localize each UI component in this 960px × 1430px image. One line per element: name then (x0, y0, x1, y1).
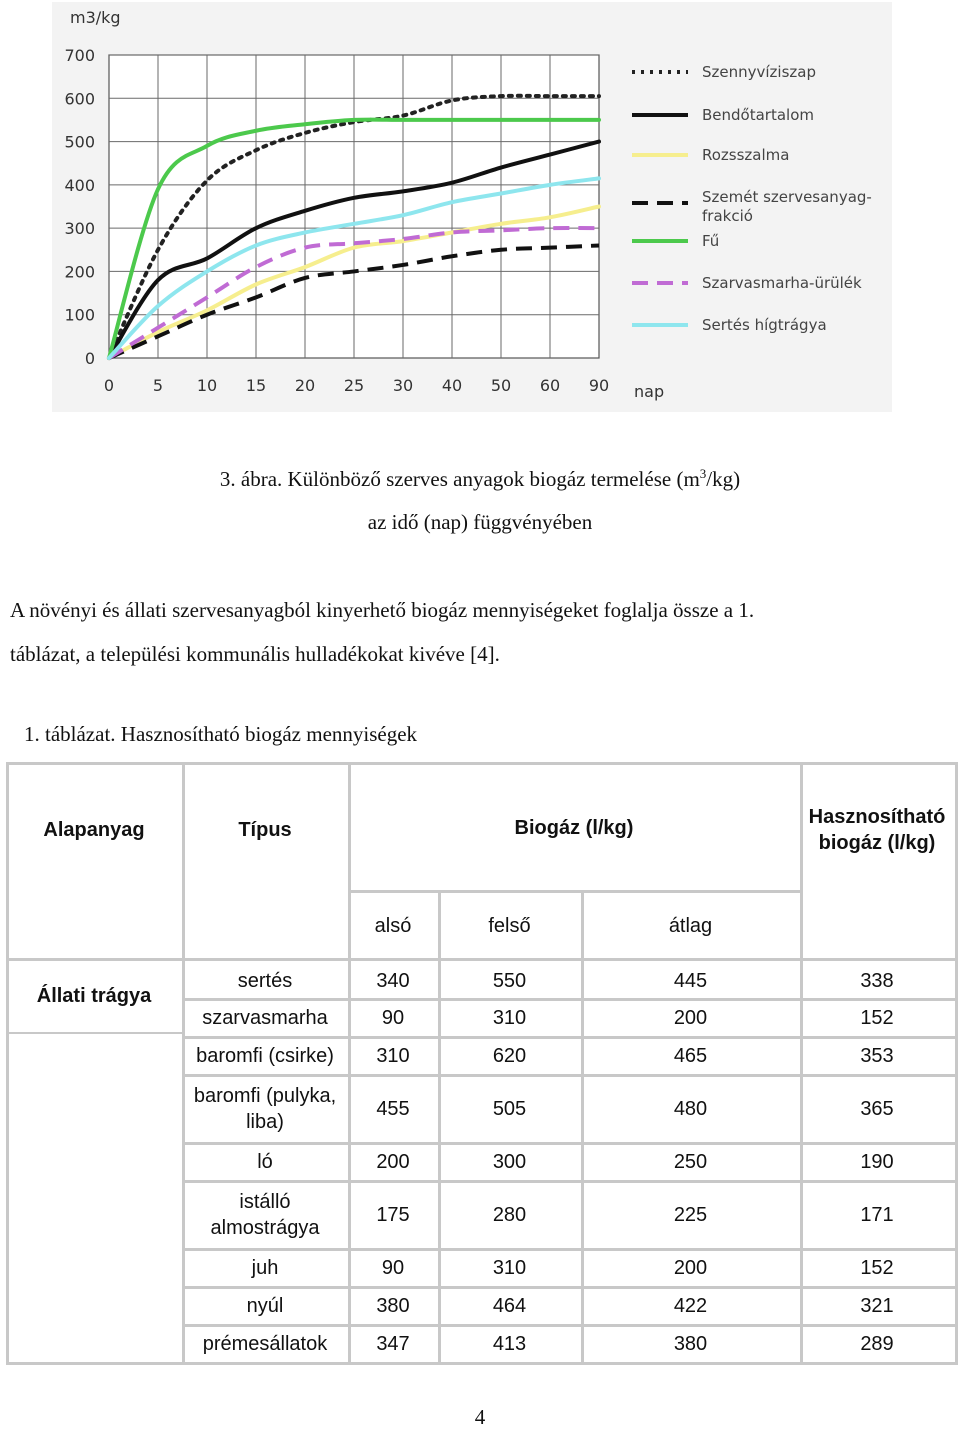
row-also: 380 (376, 1295, 410, 1317)
row-hasznosithato: 353 (860, 1045, 894, 1067)
row-felso: 464 (492, 1295, 527, 1317)
row-divider (182, 1074, 958, 1077)
x-tick-label: 90 (588, 376, 610, 395)
header-hasznosithato-line2: biogáz (l/kg) (818, 832, 936, 854)
row-hasznosithato: 321 (860, 1295, 894, 1317)
header-tipus: Típus (238, 819, 292, 841)
x-axis-label: nap (634, 382, 665, 401)
row-atlag: 480 (673, 1098, 708, 1120)
row-felso: 413 (492, 1332, 527, 1355)
row-atlag: 250 (673, 1151, 708, 1173)
row-divider (182, 1036, 958, 1039)
y-tick-label: 400 (64, 175, 95, 195)
header-alapanyag: Alapanyag (43, 819, 145, 841)
figure-caption-line2: az idő (nap) függvényében (367, 510, 593, 534)
row-tipus-line1: istálló (239, 1191, 291, 1213)
row-also: 90 (381, 1257, 405, 1279)
row-also: 310 (376, 1045, 410, 1067)
header-atlag: átlag (668, 915, 713, 937)
group-allati-tragya: Állati trágya (36, 985, 152, 1007)
row-also: 200 (376, 1151, 410, 1173)
col-divider (800, 762, 803, 1365)
row-tipus-line1: baromfi (csirke) (196, 1045, 334, 1067)
row-felso: 550 (492, 969, 527, 992)
row-tipus (182, 1181, 348, 1249)
row-tipus-line1: baromfi (pulyka, (193, 1085, 337, 1107)
col-divider (182, 762, 185, 1365)
legend-label-4: Fű (702, 232, 720, 250)
header-biogaz: Biogáz (l/kg) (514, 817, 634, 839)
row-also: 175 (376, 1204, 410, 1226)
row-divider (182, 998, 958, 1001)
row-felso: 300 (492, 1151, 527, 1173)
page-number: 4 (474, 1405, 486, 1429)
row-tipus-line1: ló (257, 1151, 273, 1173)
group-underline (6, 1032, 182, 1034)
figure-caption-line1: 3. ábra. Különböző szerves anyagok biogáz termelése $(m^3/kg)$ (219, 466, 741, 491)
row-hasznosithato: 289 (860, 1332, 894, 1355)
legend-label-0: Szennyvíziszap (702, 63, 817, 81)
row-tipus (182, 1037, 348, 1075)
header-split-line (348, 890, 800, 893)
table-caption: 1. táblázat. Hasznosítható biogáz mennyiségek (24, 722, 418, 746)
x-tick-label: 30 (392, 376, 414, 395)
x-tick-label: 25 (343, 376, 365, 395)
header-hasznosithato-line1: Hasznosítható (808, 806, 946, 828)
row-tipus (182, 1143, 348, 1181)
row-also: 455 (376, 1098, 410, 1120)
row-tipus (182, 1287, 348, 1325)
y-tick-label: 0 (84, 349, 95, 368)
legend-label-2: Rozsszalma (702, 146, 790, 164)
row-tipus-line1: sertés (237, 969, 293, 992)
header-bottom-line (6, 958, 958, 961)
header-felso: felső (488, 915, 531, 937)
row-divider (182, 1324, 958, 1327)
header-also: alsó (374, 915, 412, 937)
row-felso: 310 (492, 1257, 527, 1279)
col-divider (348, 762, 351, 1365)
row-tipus-line2: almostrágya (210, 1217, 320, 1239)
row-felso: 280 (492, 1204, 527, 1226)
row-tipus-line1: nyúl (246, 1295, 284, 1317)
paragraph-line2: táblázat, a települési kommunális hulladékokat kivéve [4]. (10, 642, 500, 666)
y-tick-label: 200 (64, 262, 95, 282)
paragraph-line1: A növényi és állati szervesanyagból kinyerhető biogáz mennyiségeket foglalja össze a 1. (10, 598, 755, 622)
legend-label-3-b: frakció (702, 207, 753, 225)
row-atlag: 465 (673, 1045, 708, 1067)
row-hasznosithato: 365 (860, 1098, 894, 1120)
x-tick-label: 0 (103, 376, 115, 395)
table-top-border (6, 762, 958, 765)
table-left-border (6, 762, 9, 1365)
row-also: 340 (376, 969, 410, 992)
row-tipus (182, 999, 348, 1037)
y-tick-label: 300 (64, 219, 95, 239)
col-divider (438, 890, 441, 1365)
row-atlag: 380 (673, 1332, 708, 1355)
header-hasznosithato (800, 765, 954, 895)
y-tick-label: 500 (64, 132, 95, 152)
table-right-border (955, 762, 958, 1365)
row-atlag: 445 (673, 969, 708, 992)
row-tipus-line1: juh (251, 1257, 279, 1279)
legend-label-1: Bendőtartalom (702, 106, 814, 124)
x-tick-label: 40 (441, 376, 463, 395)
row-divider (182, 1248, 958, 1251)
row-divider (182, 1180, 958, 1183)
row-felso: 310 (492, 1007, 527, 1029)
row-tipus-line2: liba) (246, 1111, 284, 1133)
row-divider (182, 1142, 958, 1145)
x-tick-label: 20 (294, 376, 316, 395)
x-tick-label: 5 (152, 376, 164, 395)
row-tipus (182, 962, 348, 999)
row-felso: 505 (492, 1098, 527, 1120)
y-tick-label: 600 (64, 89, 95, 109)
x-tick-label: 10 (196, 376, 218, 395)
row-also: 90 (381, 1007, 405, 1029)
col-divider (581, 890, 584, 1365)
row-atlag: 200 (673, 1007, 708, 1029)
row-atlag: 422 (673, 1295, 708, 1317)
legend-label-6: Sertés hígtrágya (702, 316, 827, 334)
row-tipus (182, 1325, 348, 1362)
row-also: 347 (376, 1332, 410, 1355)
row-hasznosithato: 190 (860, 1151, 894, 1173)
row-hasznosithato: 152 (860, 1007, 894, 1029)
x-tick-label: 15 (245, 376, 267, 395)
y-tick-label: 700 (64, 46, 95, 65)
legend-label-3: Szemét szervesanyag- (702, 188, 872, 206)
row-tipus (182, 1249, 348, 1287)
legend-label-5: Szarvasmarha-ürülék (702, 274, 862, 292)
row-tipus-line1: prémesállatok (202, 1332, 328, 1355)
row-felso: 620 (492, 1045, 527, 1067)
row-tipus (182, 1075, 348, 1143)
table-bottom-border (6, 1362, 958, 1365)
row-hasznosithato: 152 (860, 1257, 894, 1279)
row-hasznosithato: 171 (860, 1204, 894, 1226)
row-atlag: 225 (673, 1204, 708, 1226)
row-hasznosithato: 338 (860, 969, 894, 992)
y-axis-label: m3/kg (70, 8, 121, 27)
row-tipus-line1: szarvasmarha (202, 1007, 328, 1029)
x-tick-label: 50 (490, 376, 512, 395)
x-tick-label: 60 (539, 376, 561, 395)
row-atlag: 200 (673, 1257, 708, 1279)
y-tick-label: 100 (64, 305, 95, 325)
row-divider (182, 1286, 958, 1289)
